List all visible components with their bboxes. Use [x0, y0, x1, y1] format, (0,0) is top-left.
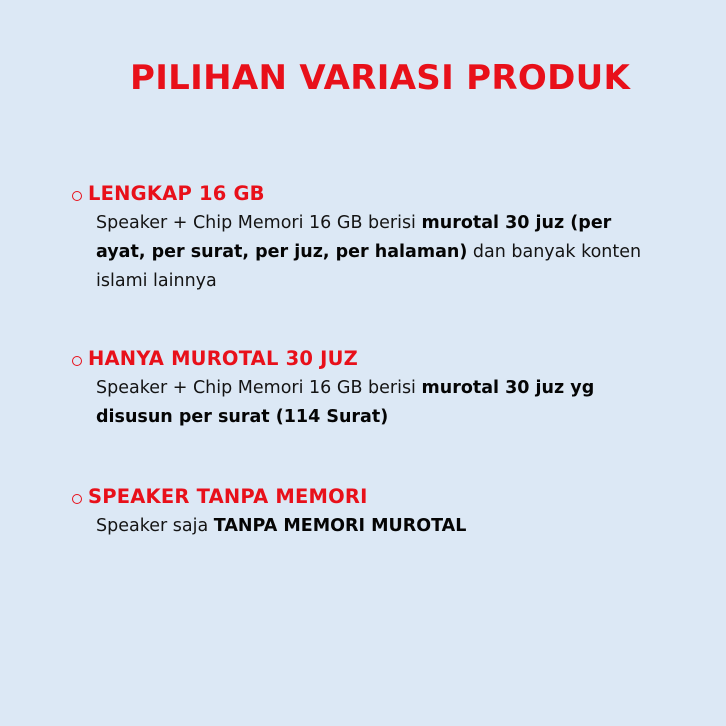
option-speaker-tanpa-memori	[72, 481, 672, 541]
option-header	[72, 343, 672, 373]
option-header	[72, 481, 672, 511]
circle-bullet-icon	[72, 356, 82, 366]
circle-bullet-icon	[72, 191, 82, 201]
description-text: Speaker + Chip Memori 16 GB berisi	[96, 213, 422, 233]
option-lengkap-16gb	[72, 178, 672, 296]
description-bold-text: murotal 30 juz (per ayat, per surat, per juz, per halaman)	[96, 213, 612, 262]
option-title: SPEAKER TANPA MEMORI	[88, 484, 368, 508]
option-description	[96, 209, 656, 296]
option-title: LENGKAP 16 GB	[88, 181, 265, 205]
option-header	[72, 178, 672, 208]
option-description	[96, 374, 656, 432]
description-bold-text: TANPA MEMORI MUROTAL	[213, 516, 467, 536]
circle-bullet-icon	[72, 494, 82, 504]
description-text: Speaker + Chip Memori 16 GB berisi	[96, 378, 422, 398]
option-title: HANYA MUROTAL 30 JUZ	[88, 346, 358, 370]
description-text: Speaker saja	[96, 516, 214, 536]
option-hanya-murotal	[72, 343, 672, 432]
option-description	[96, 512, 656, 541]
description-text: dan banyak konten islami lainnya	[96, 242, 642, 291]
page-title: PILIHAN VARIASI PRODUK	[130, 58, 631, 98]
description-bold-text: murotal 30 juz yg disusun per surat (114 Surat)	[96, 378, 595, 427]
